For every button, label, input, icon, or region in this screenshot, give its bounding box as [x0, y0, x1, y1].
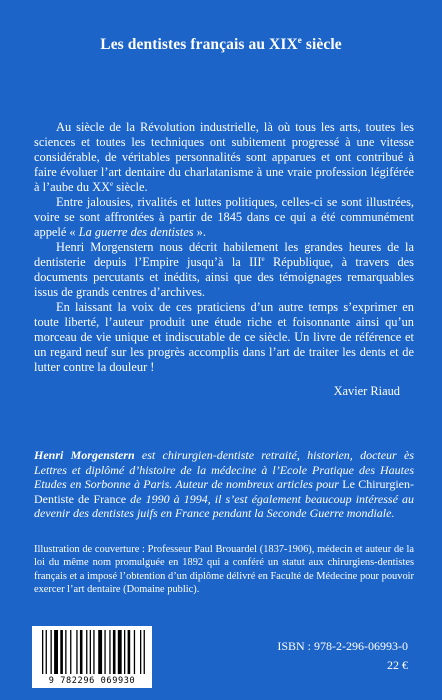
cover-illustration-credit: Illustration de couverture : Professeur Paul Brouardel (1837-1906), médecin et auteur de la loi du même nom promulguée en 1892 qui a conféré un statut aux chirurgiens-dentistes français et a imposé l’obtention d’un diplôme délivré en Faculté de Médecine pour pouvoir exercer l’art dentaire (Domaine public).	[34, 544, 414, 596]
author-name: Henri Morgenstern	[34, 448, 135, 462]
back-cover-blurb	[34, 120, 414, 399]
blurb-paragraph-3: Henri Morgenstern nous décrit habilement les grandes heures de la dentisterie depuis l’Empire jusqu’à la IIIe République, à travers des documents percutants et inédits, ainsi que des témoignages remarquables issus de grands centres d’archives.	[34, 240, 414, 299]
barcode-digits: 9 782296 069930	[48, 676, 136, 686]
blurb-author: Xavier Riaud	[333, 384, 400, 398]
author-bio: Henri Morgenstern est chirurgien-dentiste retraité, historien, docteur ès Lettres et diplômé d’histoire de la médecine à l’Ecole Pratique des Hautes Etudes en Sorbonne à Paris. Auteur de nombreux articles pour Le Chirurgien-Dentiste de France de 1990 à 1994, il s’est également beaucoup intéressé au devenir des dentistes juifs en France pendant la Seconde Guerre mondiale.	[34, 448, 414, 521]
blurb-paragraph-4: En laissant la voix de ces praticiens d’un autre temps s’exprimer en toute liberté, l’auteur produit une étude riche et foisonnante ainsi qu’un morceau de vie unique et indiscutable de ce siècle. Un livre de référence et un regard neuf sur les progrès accomplis dans l’art de traiter les dents et de lutter contre la douleur !	[34, 300, 414, 374]
isbn: ISBN : 978-2-296-06993-0	[277, 639, 408, 653]
price: 22 €	[387, 658, 408, 672]
barcode	[32, 626, 152, 688]
journal-name: Le Chirurgien-Dentiste de France	[34, 477, 414, 506]
blurb-paragraph-1: Au siècle de la Révolution industrielle, là où tous les arts, toutes les sciences et toutes les techniques ont subitement progressé à une vitesse considérable, de véritables personnalités sont apparues et ont contribué à faire évoluer l’art dentaire du charlatanisme à une vraie profession légiférée à l’aube du XXe siècle.	[34, 120, 414, 194]
blurb-paragraph-2: Entre jalousies, rivalités et luttes politiques, celles-ci se sont illustrées, voire se sont affrontées à partir de 1845 dans ce qui a été communément appelé « La guerre des dentistes ».	[34, 195, 414, 239]
book-title: Les dentistes français au XIXe siècle	[100, 34, 342, 53]
barcode-bars	[32, 626, 152, 676]
